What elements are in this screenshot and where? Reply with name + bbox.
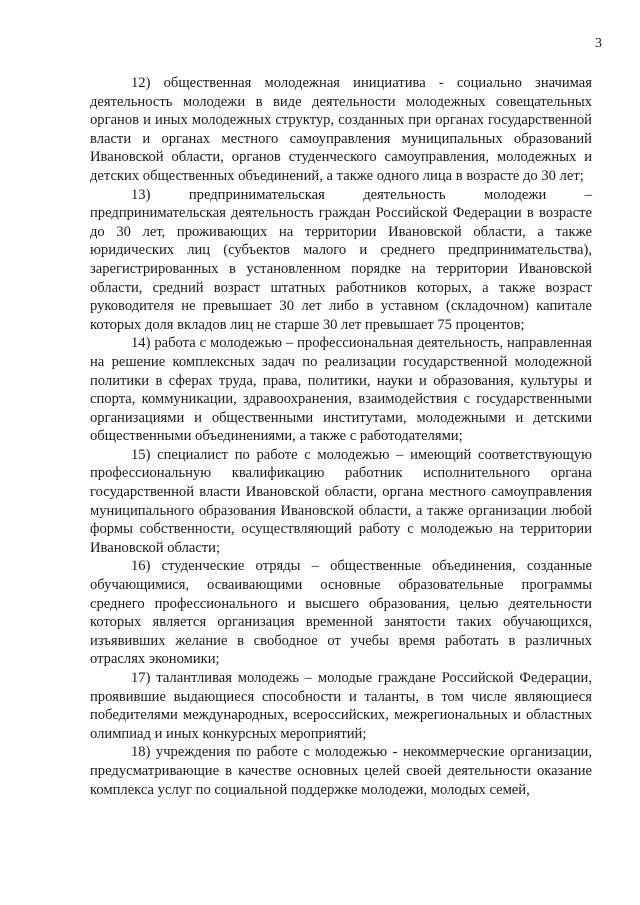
definition-item-12: 12) общественная молодежная инициатива - социально значимая деятельность молодежи в виде деятельности молодежных совещательных органов и иных молодежных структур, созданных при органах государственной власти и органах местного самоуправления муниципальных образований Ивановской области, органов студенческого самоуправления, молодежных и детских общественных объединений, а также одного лица в возрасте до 30 лет; — [90, 75, 592, 184]
definition-item-18: 18) учреждения по работе с молодежью - некоммерческие организации, предусматривающие в качестве основных целей своей деятельности оказание комплекса услуг по социальной поддержке молодежи, молодых семей, — [90, 744, 592, 798]
page-number: 3 — [595, 36, 602, 51]
definition-item-13: 13) предпринимательская деятельность молодежи – предпринимательская деятельность граждан Российской Федерации в возрасте до 30 лет, проживающих на территории Ивановской области, а также юридических лиц (субъектов малого и среднего предпринимательства), зарегистрированных в установленном порядке на территории Ивановской области, средний возраст штатных работников которых, а также возраст руководителя не превышает 30 лет либо в уставном (складочном) капитале которых доля вкладов лиц не старше 30 лет превышает 75 процентов; — [90, 186, 592, 333]
definition-item-14: 14) работа с молодежью – профессиональная деятельность, направленная на решение комплексных задач по реализации государственной молодежной политики в сферах труда, права, политики, науки и образования, культуры и спорта, коммуникации, здравоохранения, взаимодействия с государственными организациями и общественными институтами, молодежными и детскими общественными объединениями, а также с работодателями; — [90, 335, 592, 445]
document-body — [90, 74, 592, 799]
definition-item-17: 17) талантливая молодежь – молодые граждане Российской Федерации, проявившие выдающиеся способности и таланты, в том числе являющиеся победителями международных, всероссийских, межрегиональных и областных олимпиад и иных конкурсных мероприятий; — [90, 670, 592, 742]
definition-item-16: 16) студенческие отряды – общественные объединения, созданные обучающимися, осваивающими основные образовательные программы среднего профессионального и высшего образования, целью деятельности которых является организация временной занятости таких обучающихся, изъявивших желание в свободное от учебы время работать в различных отраслях экономики; — [90, 558, 592, 668]
definition-item-15: 15) специалист по работе с молодежью – имеющий соответствующую профессиональную квалификацию работник исполнительного органа государственной власти Ивановской области, органа местного самоуправления муниципального образования Ивановской области, а также организации любой формы собственности, осуществляющий работу с молодежью на территории Ивановской области; — [90, 446, 592, 556]
